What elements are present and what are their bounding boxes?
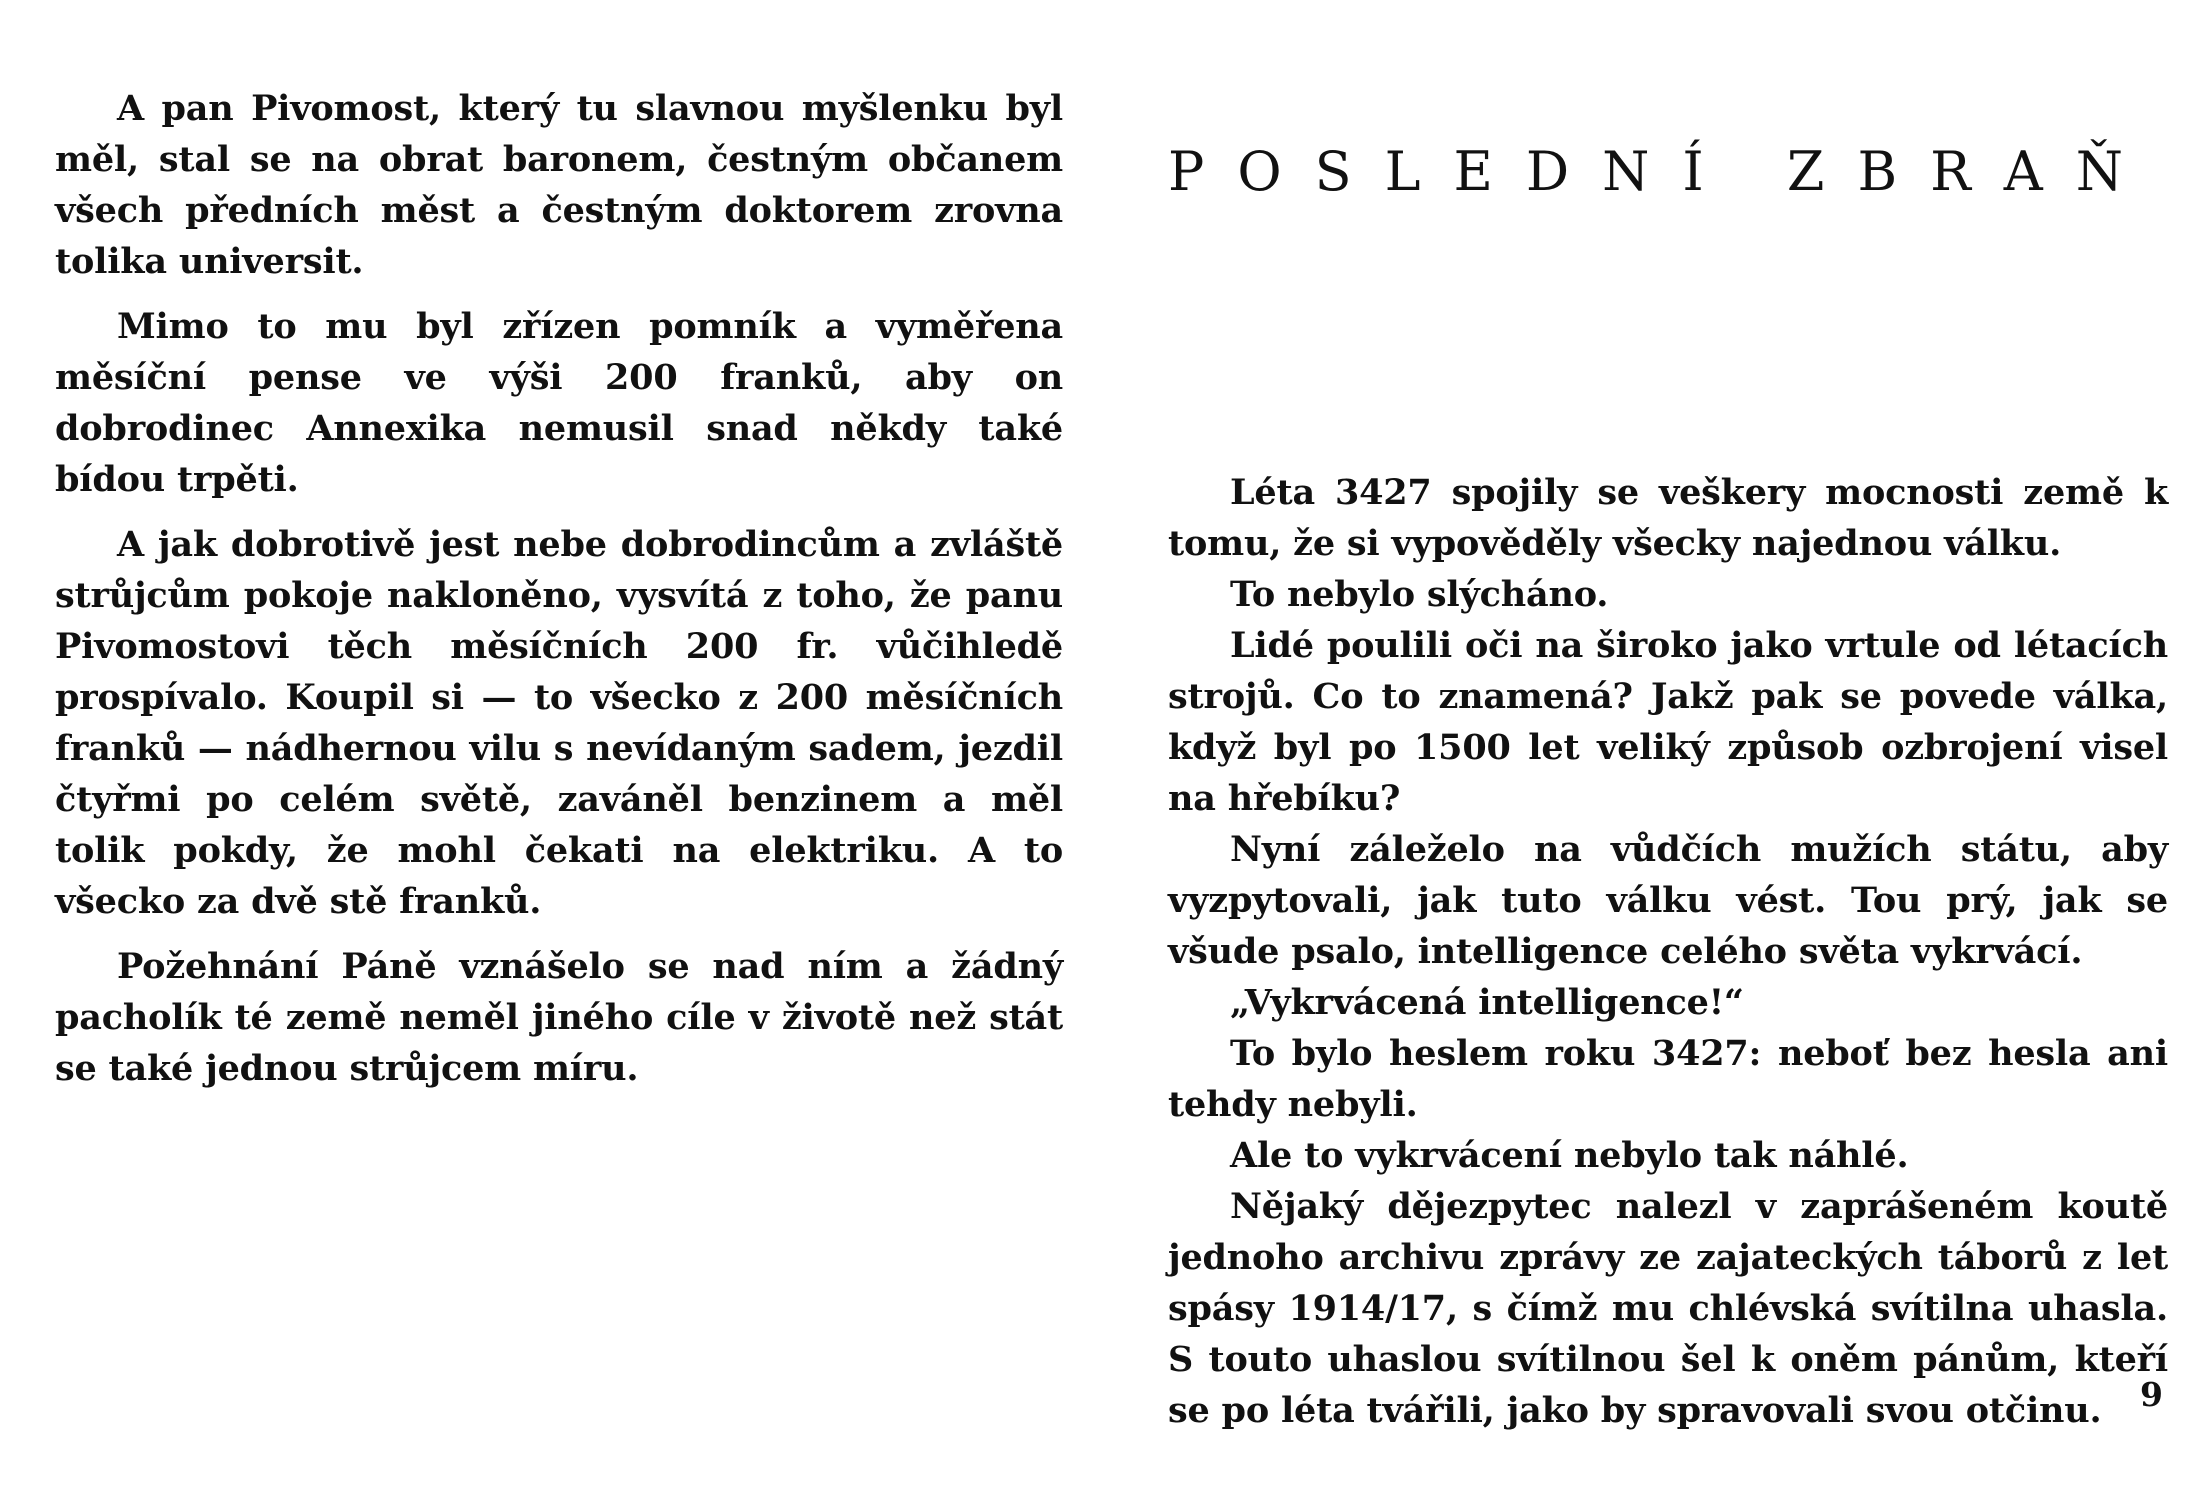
left-paragraph-2: Mimo to mu byl zřízen pomník a vyměřena měsíční pense ve výši 200 franků, aby on dobrodinec Annexika nemusil snad někdy také bídou trpěti. (55, 306, 1063, 500)
chapter-title: POSLEDNÍ ZBRAŇ (1168, 140, 2157, 203)
right-paragraph-1: Léta 3427 spojily se veškery mocnosti země k tomu, že si vypověděly všecky najednou válku. (1168, 472, 2168, 564)
right-paragraph-3: Lidé poulili oči na široko jako vrtule od létacích strojů. Co to znamená? Jakž pak se povede válka, když byl po 1500 let veliký způsob ozbrojení visel na hřebíku? (1168, 625, 2168, 819)
left-paragraph-1: A pan Pivomost, který tu slavnou myšlenku byl měl, stal se na obrat baronem, čestným občanem všech předních měst a čestným doktorem zrovna tolika universit. (55, 88, 1063, 282)
left-page (55, 0, 1063, 1500)
page-number: 9 (2140, 1375, 2163, 1414)
right-paragraph-2: To nebylo slýcháno. (1230, 574, 1609, 615)
left-paragraph-3: A jak dobrotivě jest nebe dobrodincům a zvláště strůjcům pokoje nakloněno, vysvítá z toho, že panu Pivomostovi těch měsíčních 200 fr. vůčihledě prospívalo. Koupil si — to všecko z 200 měsíčních franků — nádhernou vilu s nevídaným sadem, jezdil čtyřmi po celém světě, zaváněl benzinem a měl tolik pokdy, že mohl čekati na elektriku. A to všecko za dvě stě franků. (55, 524, 1063, 922)
left-paragraph-4: Požehnání Páně vznášelo se nad ním a žádný pacholík té země neměl jiného cíle v životě než stát se také jednou strůjcem míru. (55, 946, 1063, 1089)
right-page-body (1168, 467, 2168, 1436)
right-paragraph-8: Nějaký dějezpytec nalezl v zaprášeném koutě jednoho archivu zprávy ze zajateckých táborů z let spásy 1914/17, s čímž mu chlévská svítilna uhasla. S touto uhaslou svítilnou šel k oněm pánům, kteří se po léta tvářili, jako by spravovali svou otčinu. (1168, 1186, 2168, 1431)
right-paragraph-4: Nyní záleželo na vůdčích mužích státu, aby vyzpytovali, jak tuto válku vést. Tou prý, jak se všude psalo, intelligence celého světa vykrvácí. (1168, 829, 2168, 972)
right-paragraph-7: Ale to vykrvácení nebylo tak náhlé. (1230, 1135, 1909, 1176)
right-page (1168, 0, 2168, 1500)
right-paragraph-5: „Vykrvácená intelligence!“ (1230, 982, 1744, 1023)
right-paragraph-6: To bylo heslem roku 3427: neboť bez hesla ani tehdy nebyli. (1168, 1033, 2168, 1125)
